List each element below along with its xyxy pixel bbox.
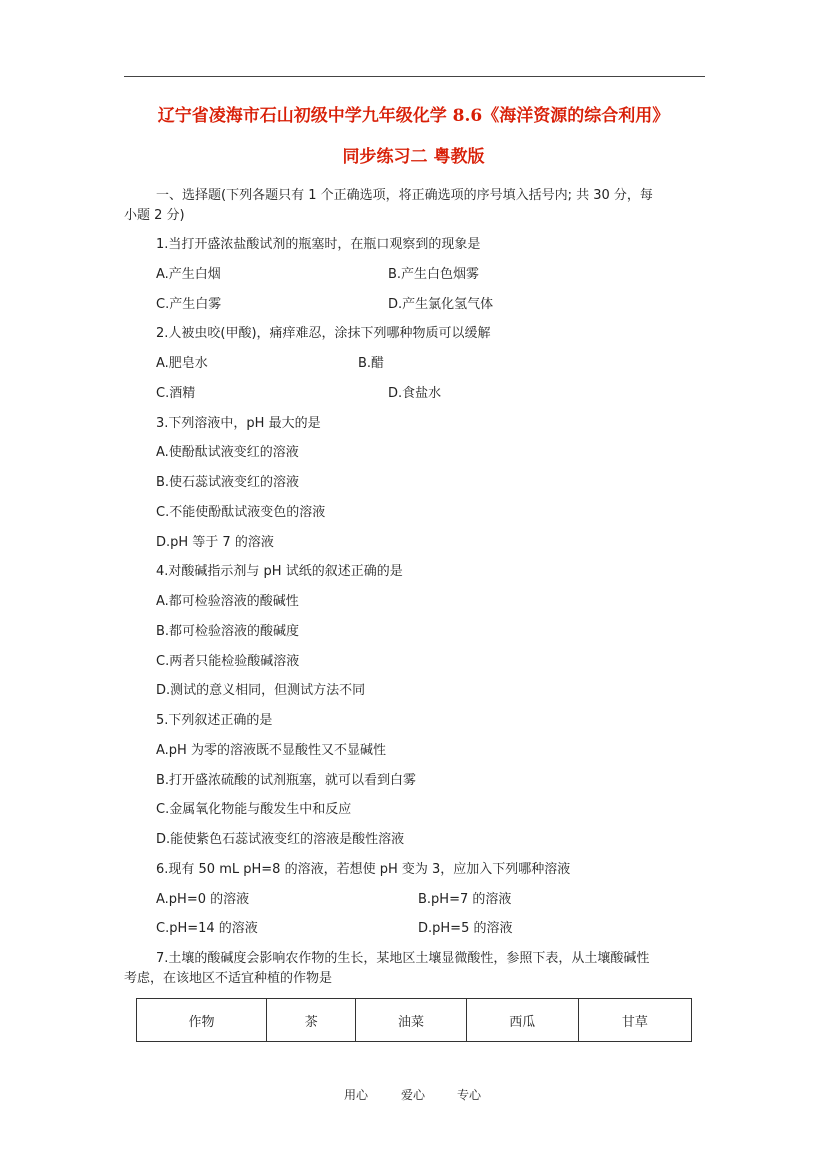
table-row: [137, 999, 692, 1042]
option-b: B.pH=7 的溶液: [418, 892, 512, 907]
option-c: C.金属氧化物能与酸发生中和反应: [156, 802, 352, 817]
option-c: C.不能使酚酞试液变色的溶液: [156, 505, 326, 520]
option-d: D.pH=5 的溶液: [418, 921, 513, 936]
option-a: A.pH=0 的溶液: [156, 892, 250, 907]
table-cell: 油菜: [356, 999, 466, 1042]
header-rule: [124, 76, 705, 77]
option-d: D.pH 等于 7 的溶液: [156, 535, 274, 550]
option-d: D.测试的意义相同，但测试方法不同: [156, 683, 366, 698]
document-title: 辽宁省凌海市石山初级中学九年级化学 8.6《海洋资源的综合利用》: [157, 106, 670, 126]
section-instructions: 一、选择题(下列各题只有 1 个正确选项，将正确选项的序号填入括号内; 共 30 分，每: [156, 188, 653, 203]
option-a: A.肥皂水: [156, 356, 208, 371]
question-stem-cont: 考虑，在该地区不适宜种植的作物是: [124, 971, 333, 986]
table-cell: 甘草: [578, 999, 691, 1042]
footer-text: 专心: [457, 1088, 482, 1102]
option-b: B.使石蕊试液变红的溶液: [156, 475, 300, 490]
section-instructions-cont: 小题 2 分): [124, 208, 185, 223]
footer-text: 爱心: [401, 1088, 426, 1102]
option-a: A.pH 为零的溶液既不显酸性又不显碱性: [156, 743, 386, 758]
option-d: D.食盐水: [388, 386, 442, 401]
footer-text: 用心: [344, 1088, 369, 1102]
option-b: B.醋: [358, 356, 385, 371]
option-a: A.产生白烟: [156, 267, 221, 282]
document-subtitle: 同步练习二 粤教版: [342, 147, 485, 167]
question-stem: 5.下列叙述正确的是: [156, 713, 273, 728]
table-cell: 茶: [267, 999, 356, 1042]
option-d: D.产生氯化氢气体: [388, 297, 494, 312]
question-stem: 2.人被虫咬(甲酸)，痛痒难忍，涂抹下列哪种物质可以缓解: [156, 326, 491, 341]
option-a: A.都可检验溶液的酸碱性: [156, 594, 299, 609]
option-b: B.打开盛浓硫酸的试剂瓶塞，就可以看到白雾: [156, 773, 417, 788]
option-c: C.产生白雾: [156, 297, 222, 312]
option-b: B.产生白色烟雾: [388, 267, 480, 282]
question-stem: 7.土壤的酸碱度会影响农作物的生长，某地区土壤显微酸性，参照下表，从土壤酸碱性: [156, 951, 650, 966]
option-a: A.使酚酞试液变红的溶液: [156, 445, 299, 460]
question-stem: 6.现有 50 mL pH=8 的溶液，若想使 pH 变为 3，应加入下列哪种溶液: [156, 862, 571, 877]
crop-table: [136, 998, 692, 1042]
option-c: C.两者只能检验酸碱溶液: [156, 654, 300, 669]
question-stem: 3.下列溶液中，pH 最大的是: [156, 416, 321, 431]
option-c: C.酒精: [156, 386, 196, 401]
option-d: D.能使紫色石蕊试液变红的溶液是酸性溶液: [156, 832, 405, 847]
table-cell: 作物: [137, 999, 267, 1042]
option-b: B.都可检验溶液的酸碱度: [156, 624, 300, 639]
question-stem: 1.当打开盛浓盐酸试剂的瓶塞时，在瓶口观察到的现象是: [156, 237, 481, 252]
table-cell: 西瓜: [466, 999, 578, 1042]
option-c: C.pH=14 的溶液: [156, 921, 258, 936]
question-stem: 4.对酸碱指示剂与 pH 试纸的叙述正确的是: [156, 564, 403, 579]
